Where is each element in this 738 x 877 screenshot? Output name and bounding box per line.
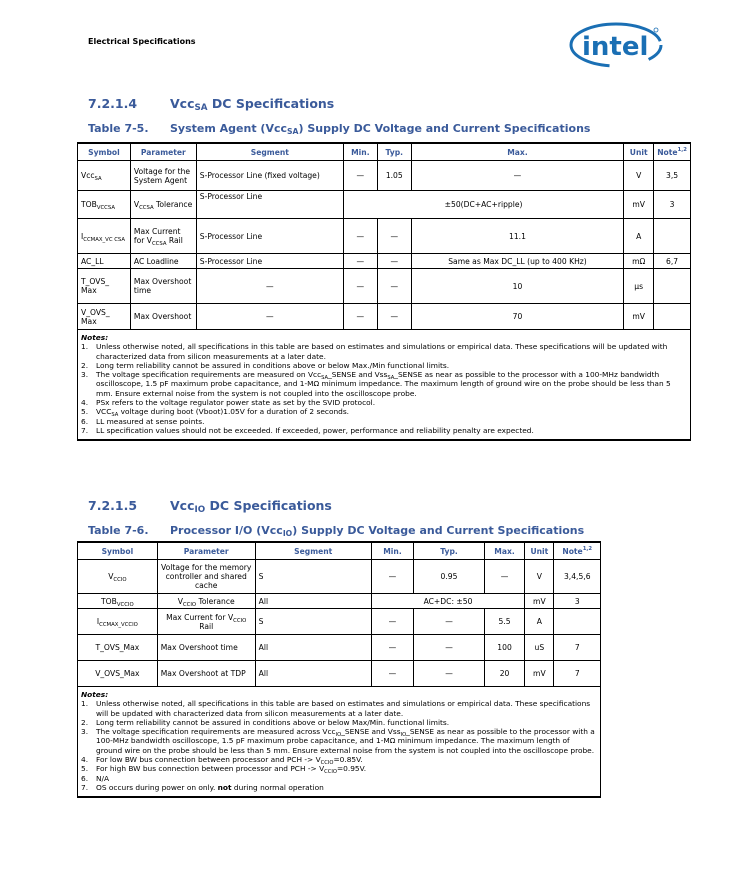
col-unit: Unit [624,143,654,161]
vccio-spec-table [77,541,601,798]
table-caption-7-5: Table 7-5. System Agent (Vcc$_{SA}$) Supply DC Voltage and Current Specifications [88,122,591,136]
table-row: $V_{CCIO}$ Voltage for the memory controller and shared cache S — 0.95 — V 3,4,5,6 [78,560,601,594]
col-max: Max. [484,542,524,560]
col-parameter: Parameter [157,542,255,560]
note-item: 6. LL measured at sense points. [81,416,205,426]
col-typ: Typ. [377,143,411,161]
col-symbol: Symbol [78,542,158,560]
col-parameter: Parameter [130,143,196,161]
table-row: AC_LL AC Loadline S-Processor Line — — Same as Max DC_LL (up to 400 KHz) mΩ 6,7 [78,254,691,269]
col-min: Min. [343,143,377,161]
table-row: $TOB_{VCCSA}$ $V_{CCSA}$ Tolerance S-Processor Line ±50(DC+AC+ripple) mV 3 [78,191,691,219]
col-typ: Typ. [414,542,485,560]
note-item: 7. OS occurs during power on only. not during normal operation [81,782,324,792]
note-item: 4. PSx refers to the voltage regulator power state as set by the SVID protocol. [81,398,376,408]
table-row: V_OVS_ Max Max Overshoot — — — 70 mV [78,304,691,330]
table-row: V_OVS_Max Max Overshoot at TDP All — — 20 mV 7 [78,661,601,687]
notes-row [78,330,691,441]
note-item: 3. The voltage specification requirements are measured on Vcc$_{SA}$_SENSE and Vss$_{SA}$_SENSE as near as possible to the processor with a 100-MHz bandwidth oscilloscope, 1.5 pF maximum probe capacitance, and 1-MΩ minimum impedance. The maximum length of ground wire on the probe should be less than 5 mm. Ensure external noise from the system is not coupled into the oscilloscope probe. [81,370,671,398]
col-segment: Segment [196,143,343,161]
col-unit: Unit [525,542,554,560]
table-row: Vcc$_{SA}$ Voltage for the System Agent S-Processor Line (fixed voltage) — 1.05 — V 3,5 [78,161,691,191]
note-item: 2. Long term reliability cannot be assured in conditions above or below Max./Min functional limits. [81,360,450,370]
notes-row [78,687,601,798]
note-item: 2. Long term reliability cannot be assured in conditions above or below Max/Min. functional limits. [81,717,450,727]
col-note: Note$^{1,2}$ [554,542,601,560]
table-header-row [78,542,601,560]
note-item: 1. Unless otherwise noted, all specifications in this table are based on estimates and simulations or empirical data. These specifications will be updated with characterized data from silicon measurements at a later date. [81,699,591,718]
note-item: 4. For low BW bus connection between processor and PCH -> $V_{CCIO}=0.85V$. [81,755,363,767]
section-heading-vccsa: 7.2.1.4 Vcc$_{SA}$ DC Specifications [88,96,335,113]
notes-title: Notes: [81,333,109,342]
svg-text:intel: intel [582,32,649,62]
note-item: 7. LL specification values should not be exceeded. If exceeded, power, performance and reliability penalty are expected. [81,425,534,435]
col-symbol: Symbol [78,143,131,161]
table-row: $I_{CCMAX\_VC CSA}$ Max Current for $V_{CCSA}$ Rail S-Processor Line — — 11.1 A [78,219,691,254]
note-item: 3. The voltage specification requirements are measured across Vcc$_{IO}$_SENSE and Vss$_{IO}$_SENSE as near as possible to the processor with a 100-MHz bandwidth oscilloscope, 1.5 pF maximum probe capacitance, and 1-MΩ minimum impedance. The maximum length of ground wire on the probe should be less than 5 mm. Ensure external noise from the system is not coupled into the oscilloscope probe. [81,727,595,755]
table-row: $TOB_{VCCIO}$ $V_{CCIO}$ Tolerance All AC+DC: ±50 mV 3 [78,594,601,609]
col-note: Note$^{1,2}$ [654,143,691,161]
table-row: $I_{CCMAX\_VCCIO}$ Max Current for $V_{CCIO}$ Rail S — — 5.5 A [78,609,601,635]
note-item: 6. N/A [81,773,110,783]
note-item: 5. $VCC_{SA}$ voltage during boot (Vboot)1.05V for a duration of 2 seconds. [81,407,350,419]
table-header-row [78,143,691,161]
table-row: T_OVS_Max Max Overshoot time All — — 100 uS 7 [78,635,601,661]
table-caption-7-6: Table 7-6. Processor I/O (Vcc$_{IO}$) Supply DC Voltage and Current Specifications [88,524,585,538]
col-segment: Segment [255,542,371,560]
vccsa-spec-table [77,142,691,441]
note-item: 5. For high BW bus connection between processor and PCH -> $V_{CCIO}=0.95V$. [81,764,367,776]
notes-title: Notes: [81,690,109,699]
col-max: Max. [411,143,623,161]
intel-logo [568,19,664,69]
section-heading-vccio: 7.2.1.5 Vcc$_{IO}$ DC Specifications [88,498,332,515]
note-item: 1. Unless otherwise noted, all specifications in this table are based on estimates and simulations or empirical data. These specifications will be updated with characterized data from silicon measurements at a later date. [81,342,668,361]
table-row: T_OVS_ Max Max Overshoot time — — — 10 μs [78,269,691,304]
page-header-title: Electrical Specifications [88,37,196,46]
col-min: Min. [371,542,413,560]
